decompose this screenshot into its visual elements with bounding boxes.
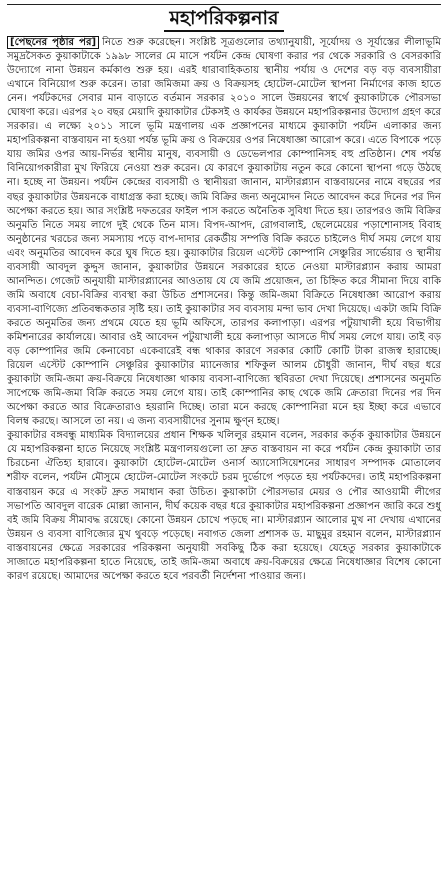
article-paragraph xyxy=(7,429,441,584)
top-rule xyxy=(7,4,441,5)
headline: মহাপরিকল্পনার xyxy=(164,7,285,32)
paragraph-text: নিতে শুরু করেছেন। সংশ্লিষ্ট সূত্রগুলোর তথ্যানুযায়ী, সূর্যোদয় ও সূর্যাস্তের লীলাভূমি সমুদ্রসৈকত কুয়াকাটাকে ১৯৯৮ সালের মে মাসে পর্যটন কেন্দ্র ঘোষণা করার পর থেকে সরকারি ও বেসরকারি উদ্যোগে নানা উন্নয়ন কর্মকাণ্ড শুরু হয়। এরই ধারাবাহিকতায় স্থানীয় পর্যায় ও দেশের বড় বড় ব্যবসায়ীরা এখানে বিনিয়োগ শুরু করেন। তারা জমিজমা ক্রয় ও বিক্রয়সহ হোটেল-মোটেল স্থাপনা নির্মাণের কাজ হাতে নেন। পর্যটকদের সেবার মান বাড়াতে বর্তমান সরকার ২০১০ সালে উন্নয়নের স্বার্থে কুয়াকাটাকে পৌরসভা ঘোষণা করে। এরপর ২০ বছর মেয়াদি কুয়াকাটার টেকসই ও কার্যকর উন্নয়নে মহাপরিকল্পনার উদ্যোগ গ্রহণ করে সরকার। এ লক্ষ্যে ২০১১ সালে ভূমি মন্ত্রণালয় এক প্রজ্ঞাপনের মাধ্যমে কুয়াকাটা পর্যটন এলাকার জন্য মহাপরিকল্পনা বাস্তবায়ন না হওয়া পর্যন্ত ভূমি ক্রয় ও বিক্রয়ের ওপর নিষেধাজ্ঞা আরোপ করে। এতে বিপাকে পড়ে যায় জমির ওপর আয়-নির্ভর স্থানীয় মানুষ, ব্যবসায়ী ও ডেভেলপার কোম্পানিসহ বহু প্রতিষ্ঠান। শেষ পর্যন্ত বিনিয়োগকারীরা মুখ ফিরিয়ে নেওয়া শুরু করেন। যে কারণে কুয়াকাটায় নতুন করে কোনো স্থাপনা গড়ে উঠছে না। হচ্ছে না উন্নয়ন। পর্যটন কেন্দ্রের ব্যবসায়ী ও স্থানীয়রা জানান, মাস্টারপ্ল্যান বাস্তবায়নের নামে বছরের পর বছর কুয়াকাটার উন্নয়নকে বাধাগ্রস্ত করা হচ্ছে। জমি বিক্রির জন্য অনুমোদন নিতে আবেদন করে দিনের পর দিন অপেক্ষা করতে হয়। আর সংশ্লিষ্ট দফতরের ফাইল পাস করতে অনৈতিক সুবিধা দিতে হয়। তারপরও জমি বিক্রির অনুমতি নিতে সময় লাগে দুই থেকে তিন মাস। বিপদ-আপদ, রোগবালাই, ছেলেমেয়ের পড়াশোনাসহ বিবাহ অনুষ্ঠানের খরচের জন্য সমস্যায় পড়ে বাপ-দাদার রেকর্ডীয় সম্পত্তি বিক্রি করতে চাইলেও দীর্ঘ সময় লেগে যায় এবং অনুমতির আবেদন করে ঘুষ দিতে হয়। কুয়াকাটার রিয়েল এস্টেট কোম্পানি সেঞ্চুরির সার্ভেয়ার ও স্থানীয় ব্যবসায়ী আবদুল কুদ্দুস জানান, কুয়াকাটার উন্নয়নে সরকারের হাতে নেওয়া মাস্টারপ্ল্যান করায় আমরা আনন্দিত। গেজেট অনুযায়ী মাস্টারপ্ল্যানের আওতায় যে যে জমি প্রয়োজন, তা চিহ্নিত করে সীমানা দিয়ে বাকি জমি অবাধে বেচা-বিক্রির ব্যবস্থা করা উচিত প্রশাসনের। কিন্তু জমি-জমা বিক্রিতে নিষেধাজ্ঞা আরোপ করায় ব্যবসা-বাণিজ্যে প্রতিবন্ধকতার সৃষ্টি হয়। তাই কুয়াকাটার সব ব্যবসায় মন্দা ভাব দেখা দিয়েছে। একটা জমি বিক্রি করতে অনুমতির জন্য প্রথমে যেতে হয় ভূমি অফিসে, তারপর কলাপাড়া। এরপর পটুয়াখালী হয়ে বিভাগীয় কমিশনারের কার্যালয়ে। আবার ওই আবেদন পটুয়াখালী হয়ে কলাপাড়া আসতে দীর্ঘ সময় লেগে যায়। তাই বড় বড় কোম্পানির জমি কেনাবেচা একেবারেই বন্ধ থাকার কারণে সরকার কোটি কোটি টাকা রাজস্ব হারাচ্ছে। রিয়েল এস্টেট কোম্পানি সেঞ্চুরির কুয়াকাটার ম্যানেজার শফিকুল আলম চৌধুরী জানান, দীর্ঘ বছর ধরে কুয়াকাটা জমি-জমা ক্রয়-বিক্রয়ে নিষেধাজ্ঞা থাকায় ব্যবসা-বাণিজ্যে স্থবিরতা দেখা দিয়েছে। প্রশাসনের অনুমতি সাপেক্ষে জমি-জমা বিক্রি করতে সময় লেগে যায়। তাই কোম্পানির কাছ থেকে জমি ক্রেতারা দিনের পর দিন অপেক্ষা করতে আর বিক্রেতারাও হয়রানি দিচ্ছে। তারা মনে করছে কোম্পানিরা মনে হয় ইচ্ছা করে এভাবে বিলম্ব করছে। আসলে তা নয়। এ জন্য ব্যবসায়ীদের সুনাম ক্ষুণ্ন হচ্ছে। xyxy=(7,37,441,428)
continuation-tag: [পেছনের পৃষ্ঠার পর] xyxy=(7,36,99,49)
paragraph-text: কুয়াকাটার বঙ্গবন্ধু মাধ্যমিক বিদ্যালয়ের প্রধান শিক্ষক খলিলুর রহমান বলেন, সরকার কর্তৃক কুয়াকাটার উন্নয়নে যে মহাপরিকল্পনা হাতে নিয়েছে সংশ্লিষ্ট মন্ত্রণালয়গুলো তা দ্রুত বাস্তবায়ন না করে পর্যটন কেন্দ্র কুয়াকাটা তার চিরচেনা ঐতিহ্য হারাবে। কুয়াকাটা হোটেল-মোটেল ওনার্স অ্যাসোসিয়েশনের সাধারণ সম্পাদক মোতালেব শরীফ বলেন, পর্যটন মৌসুমে হোটেল-মোটেল সংকটে চরম দুর্ভোগে পড়তে হয় পর্যটকদের। তাই মহাপরিকল্পনা বাস্তবায়ন করে এ সংকট দ্রুত সমাধান করা উচিত। কুয়াকাটা পৌরসভার মেয়র ও পৌর আওয়ামী লীগের সভাপতি আবদুল বারেক মোল্লা জানান, দীর্ঘ কয়েক বছর ধরে কুয়াকাটার মহাপরিকল্পনা প্রজ্ঞাপন জারি করে শুধু বই জমি বিক্রয় সীমাবদ্ধ রয়েছে। কোনো উন্নয়ন চোখে পড়ছে না। মাস্টারপ্ল্যান আলোর মুখ না দেখায় এখানের উন্নয়ন ও ব্যবসা বাণিজ্যের মুখ থুবড়ে পড়েছে। নবাগত জেলা প্রশাসক ড. মাছুমুর রহমান বলেন, মাস্টারপ্ল্যান বাস্তবায়নের ক্ষেত্রে সরকারের পরিকল্পনা অনুযায়ী সবকিছু ঠিক করা হয়েছে। যেহেতু সরকার কুয়াকাটাকে সাজাতে মহাপরিকল্পনা হাতে নিয়েছে, তাই জমি-জমা অবাধে ক্রয়-বিক্রয়ের ক্ষেত্রে নিষেধাজ্ঞার বিশেষ কোনো কারণ রয়েছে। আমাদের অপেক্ষা করতে হবে পরবর্তী নির্দেশনা পাওয়ার জন্য। xyxy=(7,430,441,582)
headline-block xyxy=(7,7,441,32)
article-paragraph xyxy=(7,36,441,429)
article-body xyxy=(7,36,441,584)
